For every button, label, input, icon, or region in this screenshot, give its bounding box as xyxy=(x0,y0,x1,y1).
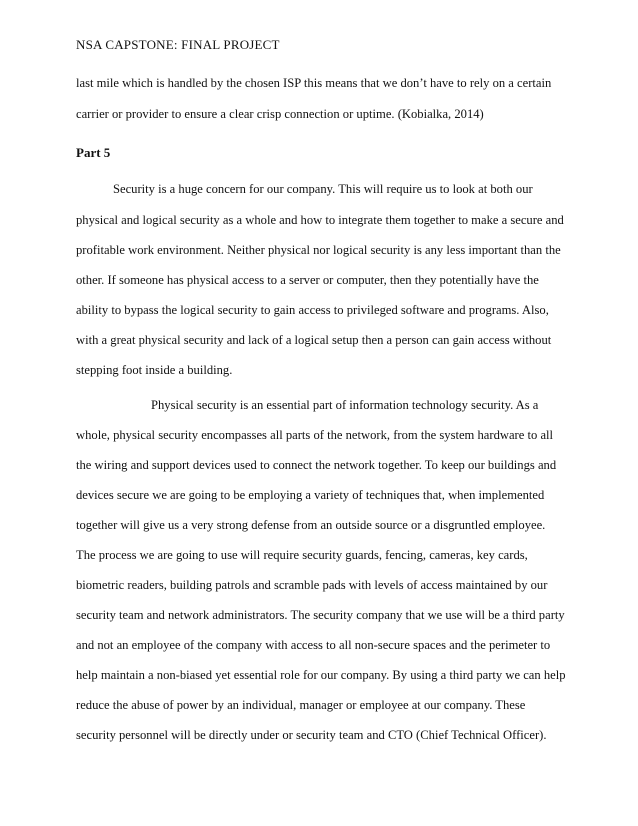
text-line: devices secure we are going to be employing a variety of techniques that, when implemented xyxy=(76,488,545,502)
text-line: reduce the abuse of power by an individual, manager or employee at our company. These xyxy=(76,698,526,712)
text-line: profitable work environment. Neither physical nor logical security is any less important than the xyxy=(76,243,561,257)
text-line: security personnel will be directly under or security team and CTO (Chief Technical Officer). xyxy=(76,728,547,742)
text-line: with a great physical security and lack of a logical setup then a person can gain access without xyxy=(76,333,552,347)
text-line: carrier or provider to ensure a clear crisp connection or uptime. (Kobialka, 2014) xyxy=(76,107,484,121)
text-line: other. If someone has physical access to a server or computer, then they potentially have the xyxy=(76,273,539,287)
running-head: NSA CAPSTONE: FINAL PROJECT xyxy=(76,37,280,52)
text-line: the wiring and support devices used to connect the network together. To keep our buildings and xyxy=(76,458,557,472)
text-line: biometric readers, building patrols and scramble pads with levels of access maintained by our xyxy=(76,578,548,592)
text-line: and not an employee of the company with access to all non-secure spaces and the perimeter to xyxy=(76,638,551,652)
text-line: ability to bypass the logical security to gain access to privileged software and programs. Also, xyxy=(76,303,549,317)
section-heading: Part 5 xyxy=(76,145,111,160)
text-line: stepping foot inside a building. xyxy=(76,363,233,377)
text-line: security team and network administrators. The security company that we use will be a third party xyxy=(76,608,565,622)
text-line: last mile which is handled by the chosen ISP this means that we don’t have to rely on a certain xyxy=(76,76,552,90)
text-line: physical and logical security as a whole and how to integrate them together to make a secure and xyxy=(76,213,564,227)
text-line: The process we are going to use will require security guards, fencing, cameras, key cards, xyxy=(76,548,528,562)
text-line: Physical security is an essential part of information technology security. As a xyxy=(151,398,539,412)
text-line: whole, physical security encompasses all parts of the network, from the system hardware to all xyxy=(76,428,554,442)
text-line: help maintain a non-biased yet essential role for our company. By using a third party we can help xyxy=(76,668,566,682)
text-line: Security is a huge concern for our company. This will require us to look at both our xyxy=(113,182,533,196)
text-line: together will give us a very strong defense from an outside source or a disgruntled employee. xyxy=(76,518,546,532)
